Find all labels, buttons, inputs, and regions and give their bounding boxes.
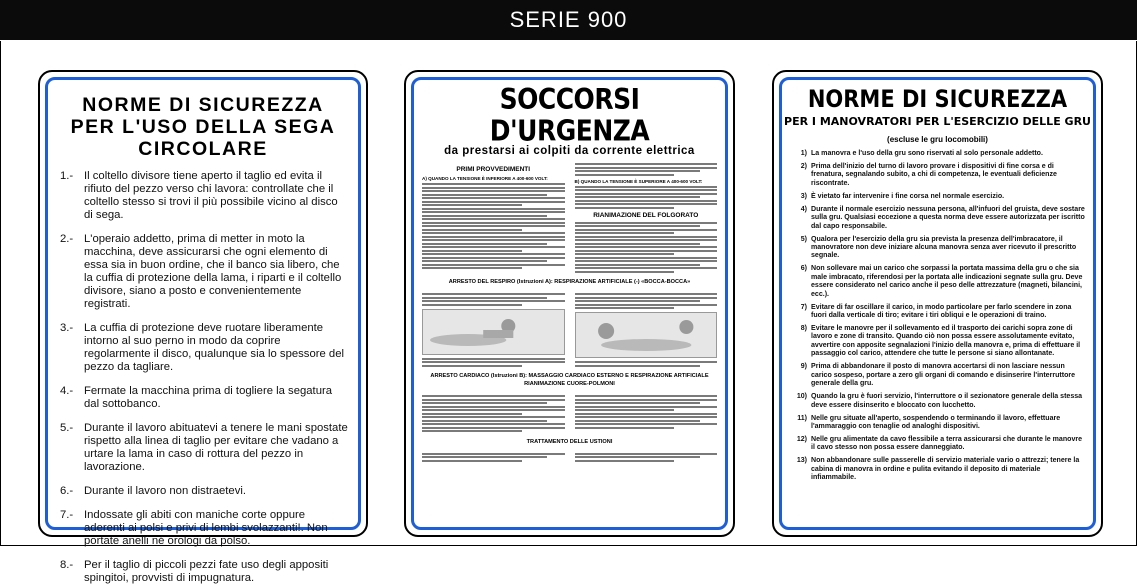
rule-item: [788, 163, 1087, 188]
rule-text: Fermate la macchina prima di togliere la segatura dal sottobanco.: [84, 385, 333, 410]
rule-text: Prima di abbandonare il posto di manovra accertarsi di non lasciare nessun carico sospeso, portare a zero gli organi di comando e disinserire l'interruttore generale della gru.: [811, 363, 1076, 388]
rule-text: Durante il lavoro non distraetevi.: [84, 485, 247, 497]
section-heading: ARRESTO DEL RESPIRO (Istruzioni A): RESPIRAZIONE ARTIFICIALE (-) «BOCCA-BOCCA»: [448, 279, 691, 285]
rules-list: [782, 150, 1093, 483]
section-heading: RIANIMAZIONE DEL FOLGORATO: [593, 211, 699, 219]
rule-number: 7.-: [60, 509, 74, 521]
section-heading: TRATTAMENTO DELLE USTIONI: [526, 438, 613, 445]
rule-number: 7): [800, 303, 807, 311]
section-heading: ARRESTO CARDIACO (Istruzioni B): MASSAGGIO CARDIACO ESTERNO E RESPIRAZIONE ARTIFICIALE: [430, 373, 709, 379]
sign-card-sega-circolare[interactable]: [38, 70, 368, 584]
text-columns: [414, 447, 725, 464]
rule-item: [788, 325, 1087, 359]
rule-number: 8): [800, 325, 807, 333]
rule-item: [788, 193, 1087, 201]
rule-number: 13): [796, 457, 807, 465]
rule-item: [60, 422, 348, 474]
rule-text: Durante il normale esercizio nessuna persona, all'infuori del gruista, deve sostare sulla gru. Qualsiasi eccezione a questa norma deve essere autorizzata per iscritto dal capo responsabile.: [811, 205, 1085, 230]
rule-item: [60, 170, 348, 222]
rule-text: Durante il lavoro abituatevi a tenere le mani spostate rispetto alla linea di taglio per evitare che vadano a urtare la lama in caso di rottura del pezzo in lavorazione.: [84, 422, 348, 473]
sign-subtitle: da prestarsi ai colpiti da corrente elettrica: [444, 145, 695, 157]
left-column: [422, 453, 565, 464]
rule-number: 11): [797, 414, 807, 422]
subsection-heading: B) QUANDO LA TENSIONE È SUPERIORE A 400-600 VOLT:: [574, 178, 703, 184]
rule-text: Evitare di far oscillare il carico, in modo particolare per farlo scendere in zona fuori dalla verticale di tiro; evitare i tiri obliqui e le operazioni di traino.: [811, 303, 1072, 320]
left-column: [422, 293, 565, 368]
left-column: [422, 395, 565, 434]
sign-border: [779, 77, 1096, 530]
right-column: [575, 395, 718, 434]
rule-item: [788, 415, 1087, 432]
rule-text: Non abbandonare sulle passerelle di servizio materiale vario o attrezzi; tenere la cabina di manovra in ordine e pulita evitando il deposito di materiale infiammabile.: [811, 457, 1080, 482]
rule-number: 5): [800, 235, 807, 243]
rule-number: 10): [796, 393, 807, 401]
rule-text: Quando la gru è fuori servizio, l'interruttore o il sezionatore generale della stessa deve essere disinserito e bloccato con lucchetto.: [811, 393, 1083, 409]
sign-border: [411, 77, 728, 530]
rule-item: [788, 236, 1087, 261]
rule-number: 4): [800, 205, 807, 213]
title-line: CIRCOLARE: [138, 138, 268, 160]
rule-item: [788, 457, 1087, 482]
rule-text: Indossate gli abiti con maniche corte oppure aderenti ai polsi e privi di lembi svolazzanti!. Non portate anelli né orologi da polso.: [84, 509, 328, 547]
rule-item: [788, 393, 1087, 410]
rule-item: [788, 206, 1087, 231]
right-column: [575, 293, 718, 368]
illustration-mouth-to-mouth: [575, 312, 718, 358]
section-heading: PRIMI PROVVEDIMENTI: [456, 166, 531, 173]
rule-number: 6.-: [60, 485, 74, 497]
rule-number: 9): [800, 363, 807, 371]
rule-number: 1): [800, 150, 807, 157]
rule-item: [60, 485, 348, 498]
rule-number: 6): [800, 265, 807, 273]
title-line: NORME DI SICUREZZA: [82, 94, 324, 116]
rule-text: Per il taglio di piccoli pezzi fate uso degli appositi spingitoi, provvisti di impugnatura.: [84, 559, 329, 584]
text-columns: [414, 287, 725, 368]
text-columns: [414, 157, 725, 274]
rule-text: Il coltello divisore tiene aperto il taglio ed evita il rifiuto del pezzo verso chi lavora: controllate che il coltello stesso si trovi il più possibile vicino al disco di sega.: [84, 170, 338, 221]
rule-item: [60, 385, 348, 411]
sign-note: (escluse le gru locomobili): [887, 135, 988, 144]
series-title: SERIE 900: [509, 7, 628, 32]
left-column: [422, 163, 565, 274]
rule-text: Prima dell'inizio del turno di lavoro provare i dispositivi di fine corsa e di frenatura, segnalando subito, a chi di competenza, le eventuali deficienze riscontrate.: [811, 163, 1057, 187]
rule-text: La manovra e l'uso della gru sono riservati al solo personale addetto.: [811, 150, 1043, 157]
text-columns: [414, 389, 725, 434]
sign-title: NORME DI SICUREZZA: [807, 85, 1068, 113]
rule-number: 3.-: [60, 322, 74, 334]
right-column: [575, 453, 718, 464]
rule-item: [60, 559, 348, 585]
rule-item: [788, 363, 1087, 388]
sign-title: SOCCORSI D'URGENZA: [489, 82, 650, 148]
rule-item: [788, 150, 1087, 158]
sign-card-soccorsi-urgenza[interactable]: [404, 70, 735, 537]
rule-number: 4.-: [60, 385, 74, 397]
rule-text: La cuffia di protezione deve ruotare liberamente intorno al suo perno in modo da coprire regolarmente il disco, qualunque sia lo spessore del pezzo da tagliare.: [84, 322, 344, 373]
title-line: PER L'USO DELLA SEGA: [70, 116, 336, 138]
rule-text: Evitare le manovre per il sollevamento ed il trasporto dei carichi sopra zone di lavoro e zone di transito. Quando ciò non possa essere assolutamente evitato, avvertire con apposite segnalazioni l'inizio della manovra e, prima di effettuare il passaggio col carico, attendere che tutte le persone si siano allontanate.: [811, 325, 1081, 358]
subsection-heading: A) QUANDO LA TENSIONE È INFERIORE A 400-600 VOLT:: [422, 176, 548, 181]
rules-list: [48, 170, 358, 585]
rule-item: [788, 436, 1087, 453]
right-column: [575, 163, 718, 274]
rule-number: 3): [800, 192, 807, 200]
rule-text: Qualora per l'esercizio della gru sia prevista la presenza dell'imbracatore, il manovratore non deve iniziare alcuna manovra senza aver ricevuto il prescritto segnale.: [811, 235, 1077, 260]
rule-number: 2.-: [60, 233, 74, 245]
sign-border: [45, 77, 361, 584]
rule-item: [788, 304, 1087, 321]
rule-number: 1.-: [60, 170, 74, 182]
illustration-rescue: [422, 309, 565, 355]
rule-item: [60, 233, 348, 311]
sign-card-manovratori-gru[interactable]: [772, 70, 1103, 537]
series-banner: [0, 0, 1137, 40]
rule-item: [60, 322, 348, 374]
rule-item: [788, 265, 1087, 299]
rule-text: L'operaio addetto, prima di metter in moto la macchina, deve assicurarsi che ogni elemento di essa sia in buon ordine, che il banco sia libero, che la cuffia di protezione della lama, i riparti e il coltello divisore, siano a posto e convenientemente registrati.: [84, 233, 342, 310]
section-subheading: RIANIMAZIONE CUORE-POLMONI: [524, 381, 615, 387]
rule-number: 8.-: [60, 559, 74, 571]
rule-number: 5.-: [60, 422, 74, 434]
rule-text: Nelle gru alimentate da cavo flessibile a terra assicurarsi che durante le manovre il cavo stesso non possa essere danneggiato.: [811, 435, 1083, 452]
sign-title: [56, 94, 350, 160]
rule-text: Non sollevare mai un carico che sorpassi la portata massima della gru o che sia male imbracato, riferendosi per la portata alle indicazioni segnate sulla gru. Deve essere considerato nel carico anche il peso delle attrezzature (magneti, bilancini, ecc.).: [811, 265, 1083, 298]
rule-number: 12): [796, 435, 807, 443]
rule-text: È vietato far intervenire i fine corsa nel normale esercizio.: [811, 192, 1005, 200]
rule-text: Nelle gru situate all'aperto, sospendendo o terminando il lavoro, effettuare l'ammaraggio con tenaglie od analoghi dispositivi.: [811, 414, 1061, 430]
sign-subtitle: PER I MANOVRATORI PER L'ESERCIZIO DELLE GRU: [784, 115, 1091, 128]
rule-item: [60, 509, 348, 548]
rule-number: 2): [800, 163, 807, 170]
